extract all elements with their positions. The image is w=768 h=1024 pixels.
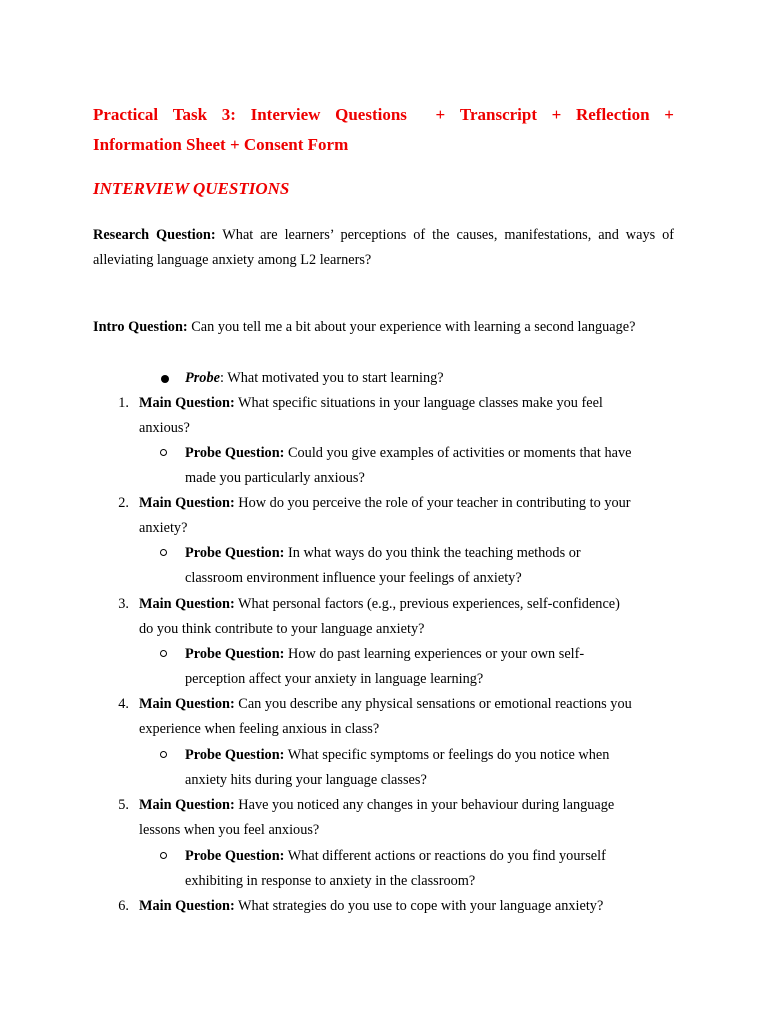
list-number: 3. xyxy=(118,596,129,612)
probe-question-label: Probe Question: xyxy=(185,445,285,461)
title-word: Practical xyxy=(93,105,159,124)
probe-line: anxiety hits during your language classes? xyxy=(185,772,427,788)
probe-question-text xyxy=(185,743,675,793)
title-word: 3: xyxy=(221,105,236,124)
main-question-line: do you think contribute to your language anxiety? xyxy=(139,621,425,637)
section-heading: INTERVIEW QUESTIONS xyxy=(93,179,290,198)
main-question-line: What specific situations in your language classes make you feel xyxy=(234,395,603,411)
probe-line: classroom environment influence your feelings of anxiety? xyxy=(185,570,522,586)
title-word: Transcript xyxy=(459,105,537,124)
main-question-text xyxy=(139,692,679,742)
probe-question-label: Probe Question: xyxy=(185,646,285,662)
main-question-label: Main Question: xyxy=(139,898,235,914)
intro-probe-text: : What motivated you to start learning? xyxy=(219,370,444,386)
probe-question-label: Probe Question: xyxy=(185,848,285,864)
circle-bullet-icon xyxy=(160,449,167,456)
circle-bullet-icon xyxy=(160,852,167,859)
intro-probe-label: Probe xyxy=(185,370,220,386)
title-word: Questions xyxy=(335,105,407,124)
main-question-line: Have you noticed any changes in your behaviour during language xyxy=(234,797,615,813)
circle-bullet-icon xyxy=(160,751,167,758)
title-word: + xyxy=(664,105,674,124)
title-word: Interview xyxy=(250,105,321,124)
main-question-text xyxy=(139,491,679,541)
title-word: Reflection xyxy=(575,105,650,124)
list-number: 1. xyxy=(118,395,129,411)
main-question-label: Main Question: xyxy=(139,596,235,612)
probe-question-text xyxy=(185,844,675,894)
circle-bullet-icon xyxy=(160,549,167,556)
main-question-text xyxy=(139,793,679,843)
probe-line: What specific symptoms or feelings do you notice when xyxy=(284,747,610,763)
main-question-line: experience when feeling anxious in class? xyxy=(139,721,380,737)
main-question-text xyxy=(139,894,679,919)
main-question-line: anxious? xyxy=(139,420,190,436)
title-word: + xyxy=(435,105,446,124)
probe-line: What different actions or reactions do you find yourself xyxy=(284,848,606,864)
title-line-2: Information Sheet + Consent Form xyxy=(93,134,349,154)
probe-line: perception affect your anxiety in language learning? xyxy=(185,671,484,687)
probe-line: exhibiting in response to anxiety in the classroom? xyxy=(185,873,476,889)
list-number: 4. xyxy=(118,696,129,712)
probe-question-label: Probe Question: xyxy=(185,545,285,561)
bullet-icon xyxy=(161,375,169,383)
main-question-text xyxy=(139,592,679,642)
main-question-label: Main Question: xyxy=(139,696,235,712)
research-question-label: Research Question: xyxy=(93,227,216,243)
document-title xyxy=(93,100,674,159)
main-question-label: Main Question: xyxy=(139,797,235,813)
title-line-1 xyxy=(93,100,674,130)
probe-question-text xyxy=(185,541,675,591)
probe-line: made you particularly anxious? xyxy=(185,470,365,486)
probe-question-text xyxy=(185,441,675,491)
main-question-line: What personal factors (e.g., previous experiences, self-confidence) xyxy=(234,596,620,612)
main-question-text xyxy=(139,391,679,441)
probe-question-text xyxy=(185,642,675,692)
main-question-label: Main Question: xyxy=(139,495,235,511)
list-number: 2. xyxy=(118,495,129,511)
circle-bullet-icon xyxy=(160,650,167,657)
probe-line: In what ways do you think the teaching methods or xyxy=(284,545,581,561)
title-word: Task xyxy=(172,105,208,124)
probe-line: How do past learning experiences or your own self- xyxy=(284,646,585,662)
list-number: 5. xyxy=(118,797,129,813)
main-question-line: lessons when you feel anxious? xyxy=(139,822,320,838)
main-question-line: Can you describe any physical sensations or emotional reactions you xyxy=(234,696,632,712)
main-question-line: anxiety? xyxy=(139,520,188,536)
main-question-line: What strategies do you use to cope with your language anxiety? xyxy=(234,898,604,914)
probe-question-label: Probe Question: xyxy=(185,747,285,763)
title-word: + xyxy=(551,105,562,124)
main-question-line: How do you perceive the role of your teacher in contributing to your xyxy=(234,495,631,511)
intro-question-text: Can you tell me a bit about your experience with learning a second language? xyxy=(187,319,636,335)
main-question-label: Main Question: xyxy=(139,395,235,411)
list-number: 6. xyxy=(118,898,129,914)
research-question xyxy=(93,223,674,273)
intro-probe-text-wrap xyxy=(185,366,675,391)
intro-question xyxy=(93,315,674,340)
probe-line: Could you give examples of activities or moments that have xyxy=(284,445,632,461)
research-question-text: What are learners’ perceptions of the causes, manifestations, and ways of alleviating language anxiety among L2 learners? xyxy=(93,227,674,268)
intro-question-label: Intro Question: xyxy=(93,319,188,335)
